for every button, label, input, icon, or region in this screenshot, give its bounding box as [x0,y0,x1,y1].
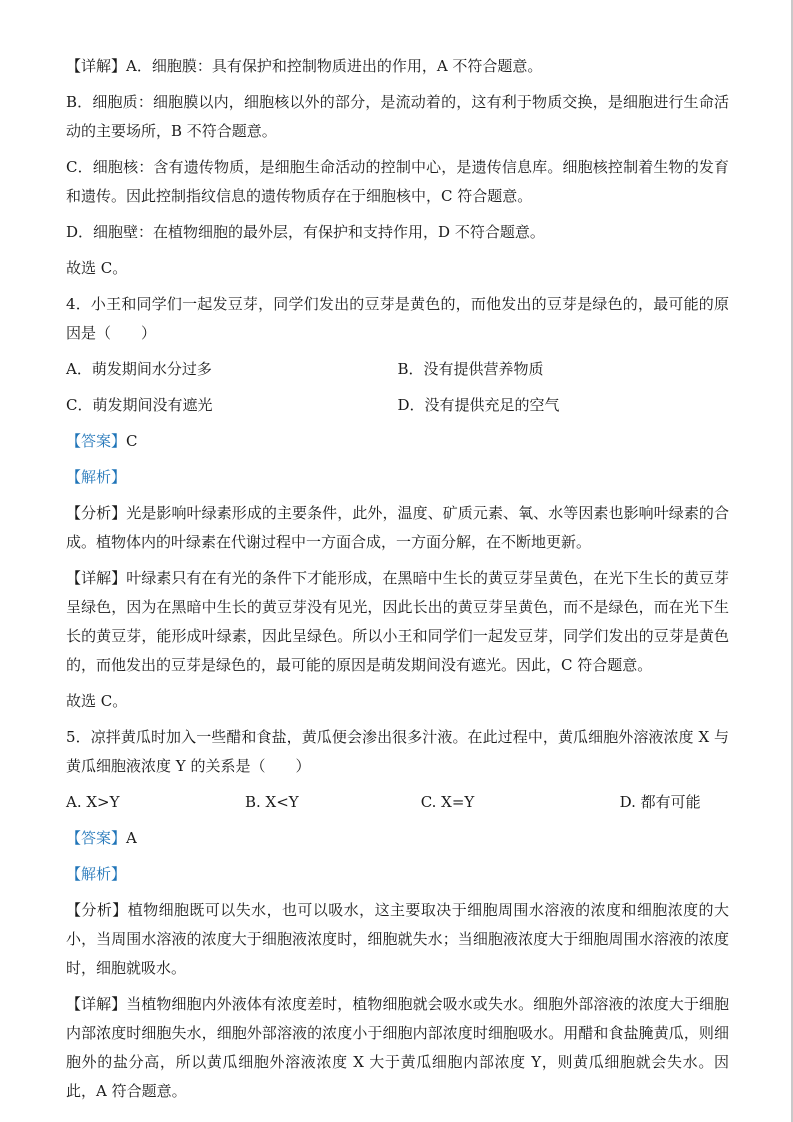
q4-answer-value: C [126,432,138,450]
q4-options-row-2 [66,391,729,420]
q4-analysis: 【分析】光是影响叶绿素形成的主要条件，此外，温度、矿质元素、氧、水等因素也影响叶绿素的合成。植物体内的叶绿素在代谢过程中一方面合成，一方面分解，在不断地更新。 [66,504,729,551]
q3-detail-d: D．细胞壁：在植物细胞的最外层，有保护和支持作用，D 不符合题意。 [66,223,545,241]
q5-option-d: D. 都有可能 [619,793,701,811]
q4-analysis-label-line [66,463,729,492]
q5-answer-line [66,824,729,853]
q4-answer-line [66,427,729,456]
q4-detail: 【详解】叶绿素只有在有光的条件下才能形成，在黑暗中生长的黄豆芽呈黄色，在光下生长的黄豆芽呈绿色，因为在黑暗中生长的黄豆芽没有见光，因此长出的黄豆芽呈黄色，而不是绿色，而在光下生长的黄豆芽，能形成叶绿素，因此呈绿色。所以小王和同学们一起发豆芽，同学们发出的豆芽是黄色的，而他发出的豆芽是绿色的，最可能的原因是萌发期间没有遮光。因此，C 符合题意。 [66,569,729,674]
q5-option-a: A. X>Y [66,793,120,811]
q5-option-c: C. X=Y [420,793,475,811]
q3-detail-b: B．细胞质：细胞膜以内，细胞核以外的部分，是流动着的，这有利于物质交换，是细胞进行生命活动的主要场所，B 不符合题意。 [66,93,729,140]
q4-option-d: D．没有提供充足的空气 [397,396,560,414]
q3-conclusion: 故选 C。 [66,259,128,277]
q5-analysis-label: 【解析】 [66,865,127,883]
q5-detail: 【详解】当植物细胞内外液体有浓度差时，植物细胞就会吸水或失水。细胞外部溶液的浓度大于细胞内部浓度时细胞失水，细胞外部溶液的浓度小于细胞内部浓度时细胞吸水。用醋和食盐腌黄瓜，则细胞外的盐分高，所以黄瓜细胞外溶液浓度 X 大于黄瓜细胞内部浓度 Y，则黄瓜细胞就会失水。因此，A 符合题意。 [66,995,729,1100]
q5-analysis: 【分析】植物细胞既可以失水，也可以吸水，这主要取决于细胞周围水溶液的浓度和细胞浓度的大小，当周围水溶液的浓度大于细胞液浓度时，细胞就失水；当细胞液浓度大于细胞周围水溶液的浓度时，细胞就吸水。 [66,901,729,977]
q4-option-b: B．没有提供营养物质 [397,360,544,378]
q3-detail-c: C．细胞核：含有遗传物质，是细胞生命活动的控制中心，是遗传信息库。细胞核控制着生物的发育和遗传。因此控制指纹信息的遗传物质存在于细胞核中，C 符合题意。 [66,158,729,205]
q5-answer-label: 【答案】 [66,829,127,847]
q5-stem: 5．凉拌黄瓜时加入一些醋和食盐，黄瓜便会渗出很多汁液。在此过程中，黄瓜细胞外溶液浓度 X 与黄瓜细胞液浓度 Y 的关系是（ ） [66,728,729,775]
q4-analysis-label: 【解析】 [66,468,127,486]
q4-option-a: A．萌发期间水分过多 [66,360,212,378]
q4-option-c: C．萌发期间没有遮光 [66,396,213,414]
q5-answer-value: A [126,829,137,847]
q4-conclusion: 故选 C。 [66,692,128,710]
q5-options-row [66,788,729,817]
q5-option-b: B. X<Y [245,793,299,811]
q4-options-row-1 [66,355,729,384]
q3-detail-a: 【详解】A．细胞膜：具有保护和控制物质进出的作用，A 不符合题意。 [66,57,543,75]
q4-answer-label: 【答案】 [66,432,127,450]
q5-analysis-label-line [66,860,729,889]
q4-stem: 4．小王和同学们一起发豆芽，同学们发出的豆芽是黄色的，而他发出的豆芽是绿色的，最可能的原因是（ ） [66,295,729,342]
